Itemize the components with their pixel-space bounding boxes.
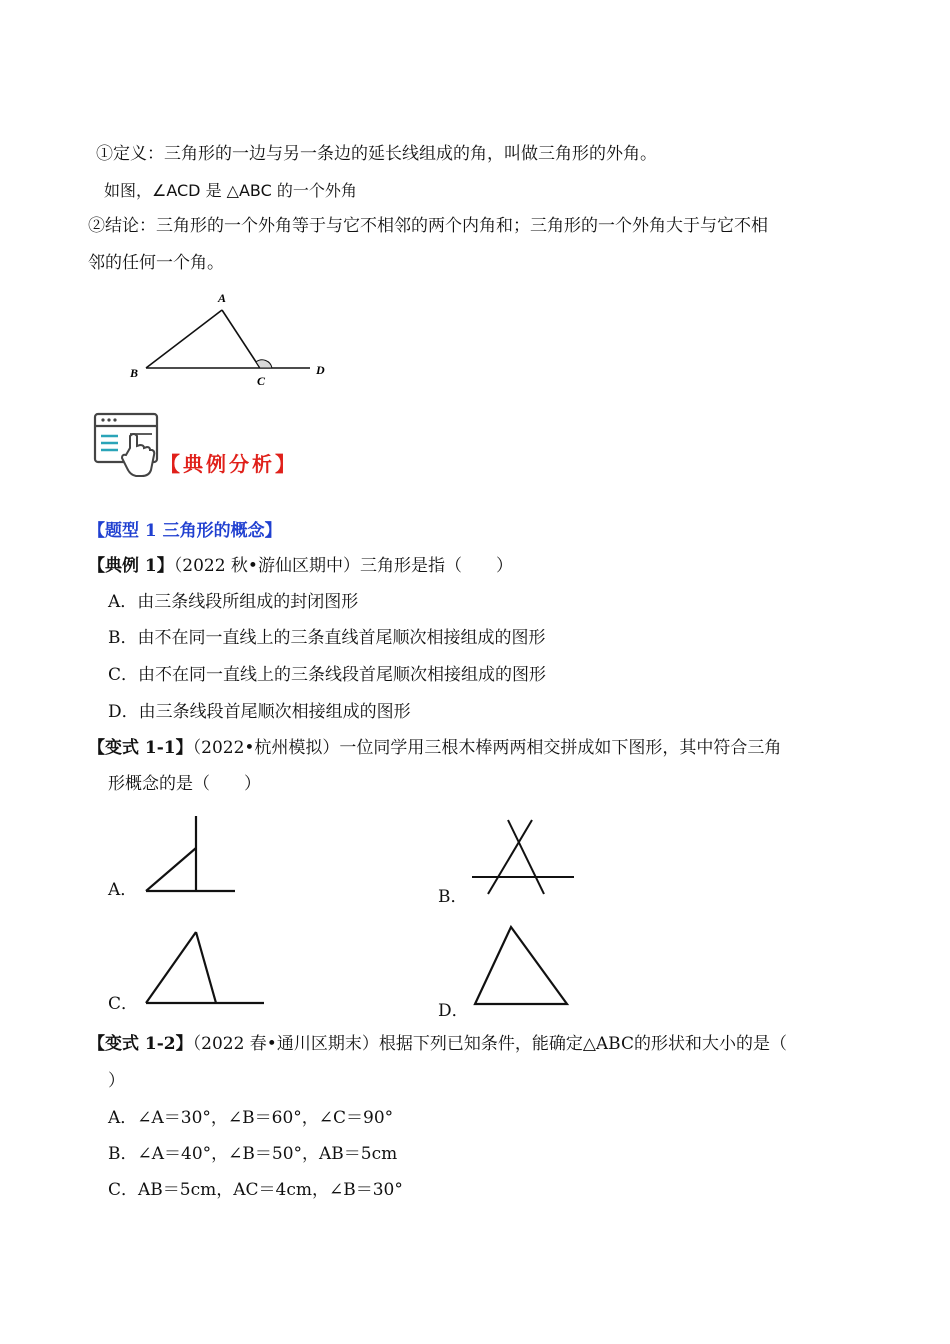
example1-option-c: C．由不在同一直线上的三条线段首尾顺次相接组成的图形 — [108, 665, 547, 685]
label-b: B — [130, 366, 139, 380]
example-text: 如图，∠ACD 是 △ABC 的一个外角 — [104, 181, 357, 200]
figure-option-c — [140, 925, 270, 1010]
variant1-1-question — [88, 740, 781, 757]
side-ab — [146, 310, 222, 368]
example1-stem: （2022 秋•游仙区期中）三角形是指（ ） — [173, 556, 513, 576]
section-banner: 【典例分析】 — [160, 452, 298, 476]
variant1-1-label-b: B． — [438, 887, 468, 907]
variant1-2-option-b: B．∠A＝40°，∠B＝50°，AB＝5cm — [108, 1144, 398, 1164]
figure-option-d — [468, 920, 576, 1010]
example1-option-a: A．由三条线段所组成的封闭图形 — [108, 592, 359, 612]
variant1-2-stem-2: ） — [108, 1071, 125, 1091]
figure-option-b — [468, 815, 580, 900]
topic-heading: 【题型 1 三角形的概念】 — [88, 521, 282, 541]
variant1-2-stem-1: （2022 春•通川区期末）根据下列已知条件，能确定△ABC的形状和大小的是（ — [192, 1034, 788, 1054]
label-a: A — [218, 291, 227, 305]
variant1-2-tag: 【变式 1-2】 — [88, 1034, 193, 1054]
figure-option-a — [140, 810, 245, 900]
label-d: D — [316, 363, 325, 377]
example1-question — [88, 558, 513, 575]
variant1-2-option-c: C．AB＝5cm，AC＝4cm，∠B＝30° — [108, 1180, 403, 1200]
variant1-2-question — [88, 1036, 787, 1053]
variant1-1-tag: 【变式 1-1】 — [88, 738, 193, 758]
browser-hand-icon — [92, 412, 160, 480]
variant1-1-stem-1: （2022•杭州模拟）一位同学用三根木棒两两相交拼成如下图形，其中符合三角 — [192, 738, 782, 758]
variant1-1-label-c: C． — [108, 994, 139, 1014]
example1-option-b: B．由不在同一直线上的三条直线首尾顺次相接组成的图形 — [108, 628, 546, 648]
conclusion-text-2: 邻的任何一个角。 — [88, 253, 224, 273]
variant1-1-stem-2: 形概念的是（ ） — [108, 774, 261, 794]
exterior-angle-figure — [120, 288, 340, 388]
variant1-2-option-a: A．∠A＝30°，∠B＝60°，∠C＝90° — [108, 1108, 394, 1128]
side-ac — [222, 310, 260, 368]
definition-text: ①定义：三角形的一边与另一条边的延长线组成的角，叫做三角形的外角。 — [96, 144, 657, 164]
example1-option-d: D．由三条线段首尾顺次相接组成的图形 — [108, 702, 411, 722]
variant1-1-label-a: A． — [108, 880, 138, 900]
example1-tag: 【典例 1】 — [88, 556, 174, 576]
conclusion-text-1: ②结论：三角形的一个外角等于与它不相邻的两个内角和；三角形的一个外角大于与它不相 — [88, 216, 768, 236]
label-c: C — [257, 374, 266, 388]
variant1-1-label-d: D． — [438, 1001, 469, 1021]
